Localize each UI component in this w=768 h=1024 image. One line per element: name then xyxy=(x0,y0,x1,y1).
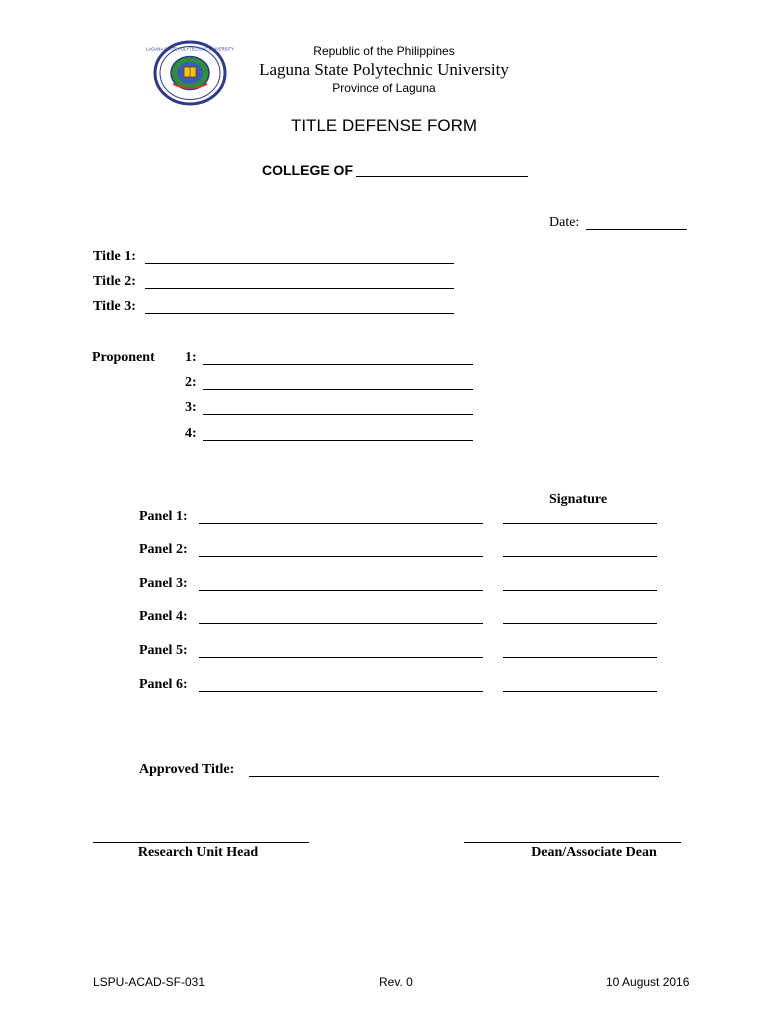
proponent-3-field-line[interactable] xyxy=(203,414,473,415)
date-field-line[interactable] xyxy=(586,229,687,230)
panel-6-signature-line[interactable] xyxy=(503,691,657,692)
seal-text: LAGUNA STATE POLYTECHNIC UNIVERSITY xyxy=(146,46,234,52)
research-unit-head-signature-line[interactable] xyxy=(93,842,309,843)
panel-5-name-line[interactable] xyxy=(199,657,483,658)
panel-6-label: Panel 6: xyxy=(139,677,188,692)
panel-5-label: Panel 5: xyxy=(139,643,188,658)
proponent-2-number: 2: xyxy=(185,375,197,390)
proponent-4-number: 4: xyxy=(185,426,197,441)
panel-2-signature-line[interactable] xyxy=(503,556,657,557)
revision-number: Rev. 0 xyxy=(379,975,413,989)
form-title: TITLE DEFENSE FORM xyxy=(290,116,478,135)
panel-3-label: Panel 3: xyxy=(139,576,188,591)
approved-title-label: Approved Title: xyxy=(139,762,235,777)
panel-4-label: Panel 4: xyxy=(139,609,188,624)
form-date: 10 August 2016 xyxy=(606,975,690,989)
title-2-field-line[interactable] xyxy=(145,288,454,289)
panel-3-signature-line[interactable] xyxy=(503,590,657,591)
proponent-3-number: 3: xyxy=(185,400,197,415)
proponent-label: Proponent xyxy=(92,350,155,365)
proponent-1-field-line[interactable] xyxy=(203,364,473,365)
panel-6-name-line[interactable] xyxy=(199,691,483,692)
signature-header: Signature xyxy=(549,492,608,507)
college-label: COLLEGE OF xyxy=(262,162,353,178)
date-label: Date: xyxy=(549,215,580,230)
title-2-label: Title 2: xyxy=(93,274,136,289)
panel-1-name-line[interactable] xyxy=(199,523,483,524)
title-3-label: Title 3: xyxy=(93,299,136,314)
proponent-4-field-line[interactable] xyxy=(203,440,473,441)
title-3-field-line[interactable] xyxy=(145,313,454,314)
university-name: Laguna State Polytechnic University xyxy=(259,60,509,79)
panel-4-name-line[interactable] xyxy=(199,623,483,624)
panel-1-signature-line[interactable] xyxy=(503,523,657,524)
proponent-2-field-line[interactable] xyxy=(203,389,473,390)
panel-3-name-line[interactable] xyxy=(199,590,483,591)
form-code: LSPU-ACAD-SF-031 xyxy=(93,975,206,989)
panel-4-signature-line[interactable] xyxy=(503,623,657,624)
proponent-1-number: 1: xyxy=(185,350,197,365)
panel-5-signature-line[interactable] xyxy=(503,657,657,658)
republic-heading: Republic of the Philippines xyxy=(313,44,455,58)
dean-signature-line[interactable] xyxy=(464,842,681,843)
approved-title-field-line[interactable] xyxy=(249,776,659,777)
panel-1-label: Panel 1: xyxy=(139,509,188,524)
dean-label: Dean/Associate Dean xyxy=(531,845,657,860)
panel-2-name-line[interactable] xyxy=(199,556,483,557)
province-heading: Province of Laguna xyxy=(332,81,436,95)
research-unit-head-label: Research Unit Head xyxy=(137,845,259,860)
title-1-field-line[interactable] xyxy=(145,263,454,264)
title-1-label: Title 1: xyxy=(93,249,136,264)
panel-2-label: Panel 2: xyxy=(139,542,188,557)
college-field-line[interactable] xyxy=(356,176,528,177)
